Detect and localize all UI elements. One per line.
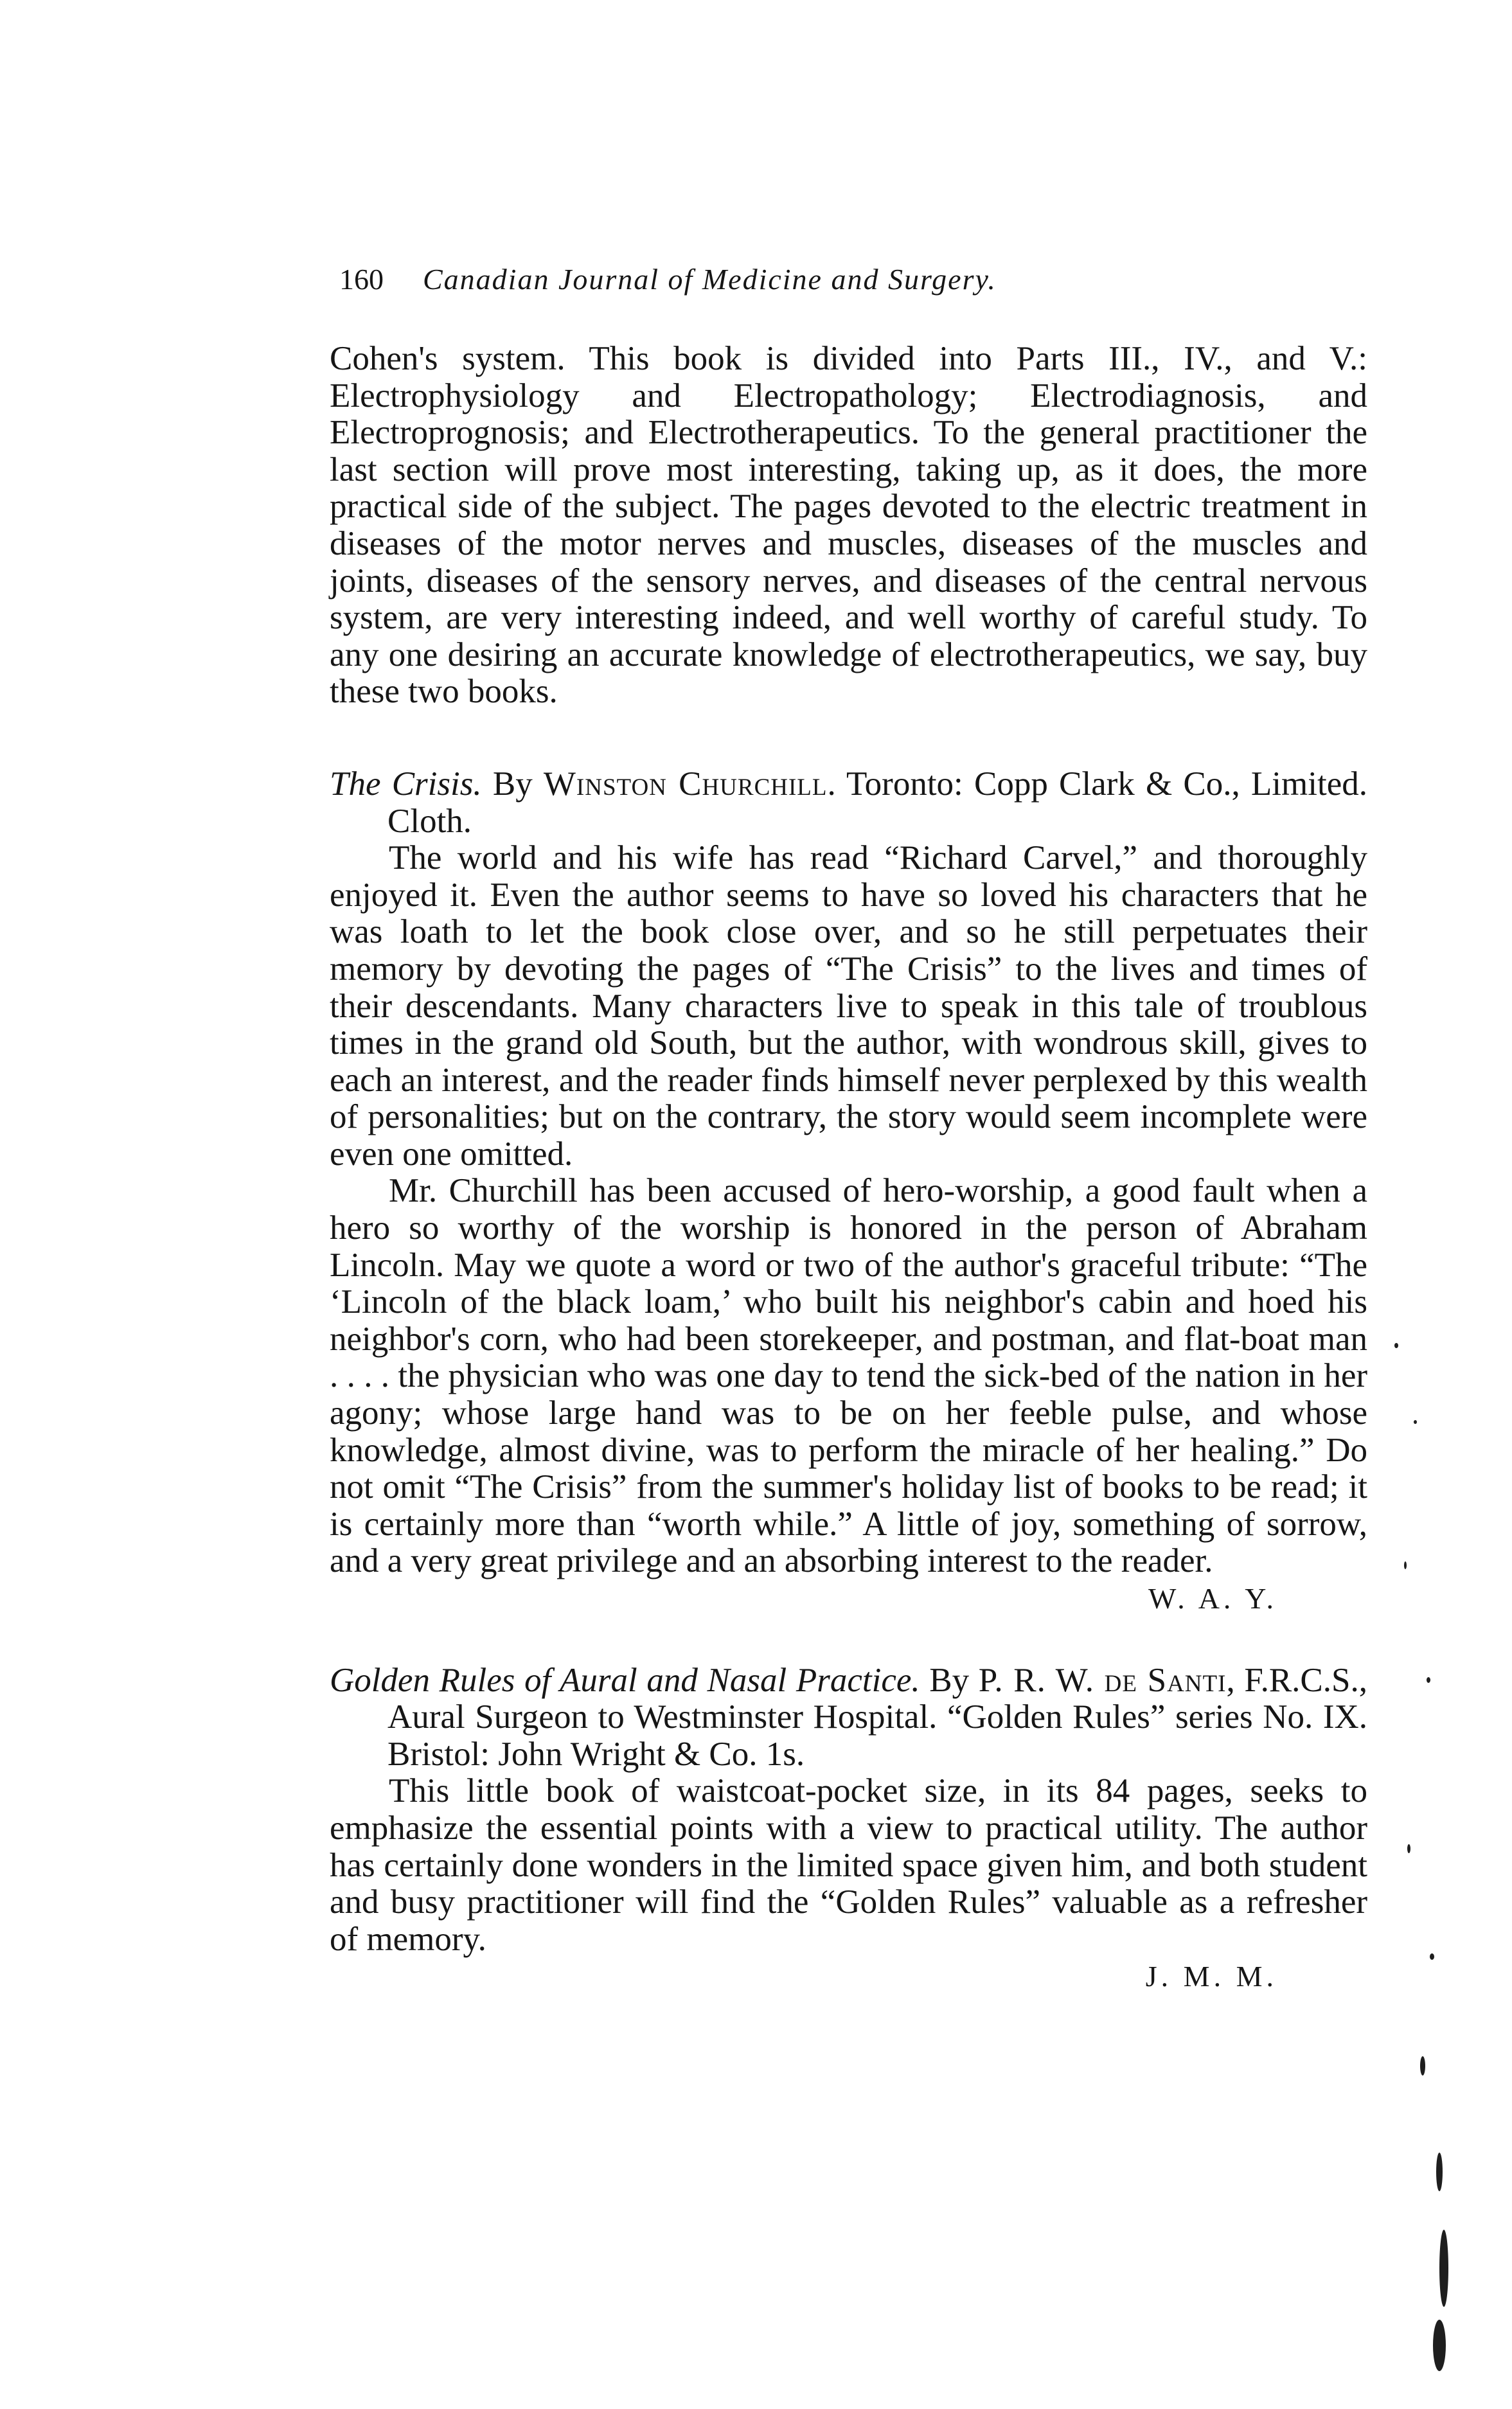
- by-word: By: [481, 765, 544, 803]
- section-gap: [330, 711, 1367, 766]
- reviewer-signature: J. M. M.: [1145, 1960, 1277, 1993]
- reviewer-signature: W. A. Y.: [1148, 1582, 1277, 1615]
- publisher-details: , F.R.C.S., Aural Surgeon to Westminster Hospital. “Golden Rules” series No. IX. Bristol: John Wright & Co. 1s.: [387, 1661, 1367, 1773]
- publisher-details: . Toronto: Copp Clark & Co., Limited. Cloth.: [387, 765, 1367, 840]
- running-title: Canadian Journal of Medicine and Surgery.: [423, 263, 997, 296]
- review-crisis-paragraph: [330, 1173, 1367, 1580]
- by-word: By: [920, 1661, 979, 1699]
- review-golden-heading: [330, 1662, 1367, 1773]
- review-crisis-paragraph: The world and his wife has read “Richard Carvel,” and thoroughly enjoyed it. Even the author seems to have so loved his characters that he was loath to let the book close over, and so he still perpetuates their memory by devoting the pages of “The Crisis” to the lives and times of their descendants. Many characters live to speak in this tale of troublous times in the grand old South, but the author, with wondrous skill, gives to each an interest, and the reader finds himself never perplexed by this wealth of personalities; but on the contrary, the story would seem incomplete were even one omitted.: [330, 839, 1367, 1173]
- signature-line: [330, 1580, 1367, 1617]
- page-header: [339, 262, 1367, 307]
- author-name: P. R. W. de Santi: [978, 1661, 1227, 1699]
- signature-line: [330, 1958, 1367, 1995]
- page-body: [330, 341, 1367, 1995]
- intro-paragraph: Cohen's system. This book is divided into Parts III., IV., and V.: Electrophysiology and Electropathology; Electrodiagnosis, and Electroprognosis; and Electrotherapeutics. To the general practitioner the last section will prove most interesting, taking up, as it does, the more practical side of the subject. The pages devoted to the electric treatment in diseases of the motor nerves and muscles, diseases of the muscles and joints, diseases of the sensory nerves, and diseases of the central nervous system, are very interesting indeed, and well worthy of careful study. To any one desiring an accurate knowledge of electrotherapeutics, we say, buy these two books.: [330, 340, 1367, 711]
- author-name: Winston Churchill: [543, 765, 828, 803]
- review-golden-paragraph: This little book of waistcoat-pocket size, in its 84 pages, seeks to emphasize the essential points with a view to practical utility. The author has certainly done wonders in the limited space given him, and both student and busy practitioner will find the “Golden Rules” valuable as a refresher of memory.: [330, 1772, 1367, 1958]
- section-gap: [330, 1617, 1367, 1662]
- book-title: The Crisis.: [330, 765, 482, 803]
- page-number: 160: [339, 263, 384, 296]
- book-title: Golden Rules of Aural and Nasal Practice.: [330, 1661, 920, 1699]
- review-text: Mr. Churchill has been accused of hero-worship, a good fault when a hero so worthy of the worship is honored in the person of Abraham Lincoln. May we quote a word or two of the author's graceful tribute: “The ‘Lincoln of the black loam,’ who built his neighbor's cabin and hoed his neighbor's corn, who had been storekeeper, and postman, and flat-boat man . . . . the physician who was one day to tend the sick-bed of the nation in her agony; whose large hand was to be on her feeble pulse, and whose knowledge, almost divine, was to perform the miracle of her healing.” Do not omit “The Crisis” from the summer's holiday list of books to be read; it is certainly more than “worth while.” A little of joy, something of sorrow, and a very great privilege and an absorbing interest to the reader.: [330, 1172, 1367, 1580]
- scan-edge-marks: [1369, 1317, 1459, 2378]
- review-crisis-heading: [330, 766, 1367, 840]
